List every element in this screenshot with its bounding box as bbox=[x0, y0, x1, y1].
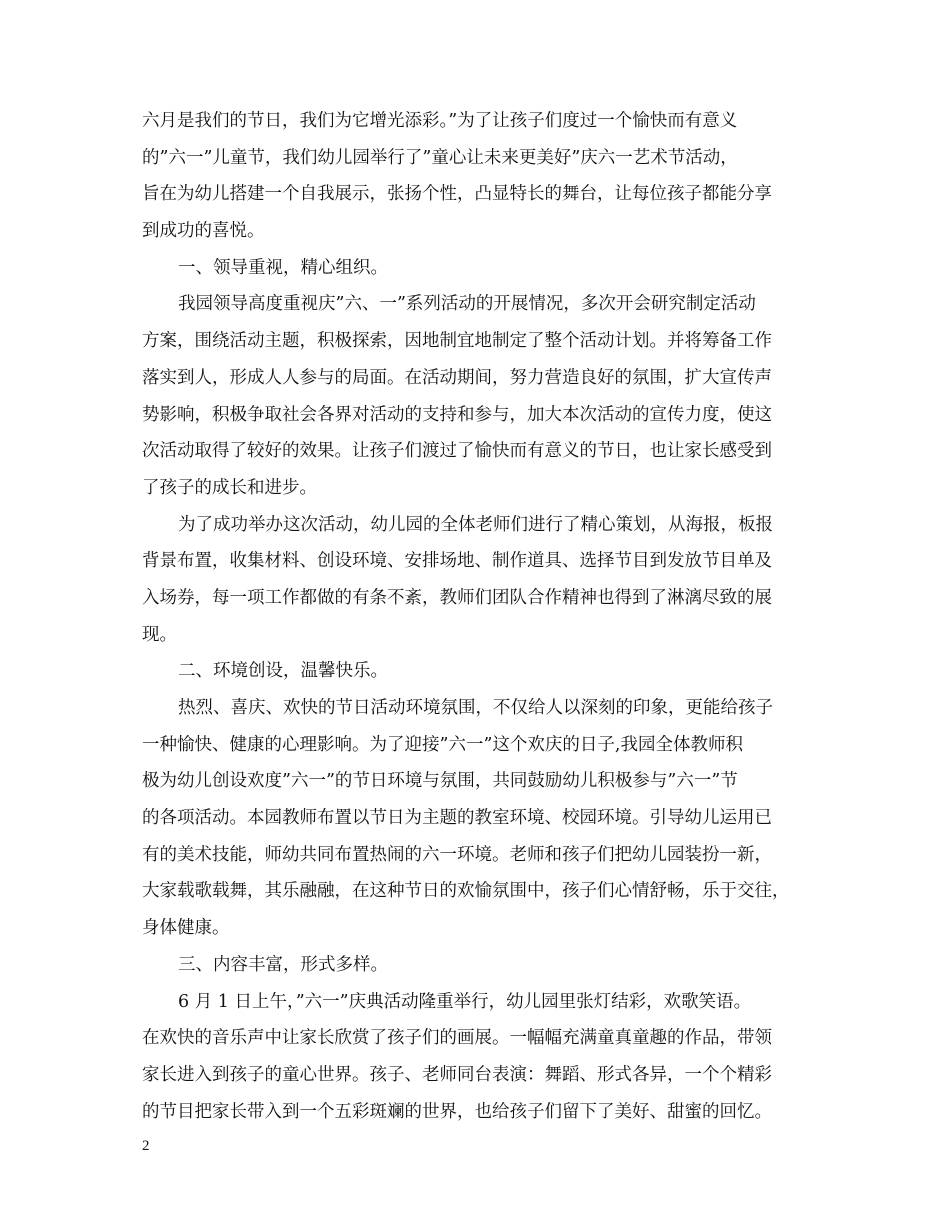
page-number: 2 bbox=[142, 1138, 150, 1154]
text-line: 热烈、喜庆、欢快的节日活动环境氛围，不仅给人以深刻的印象，更能给孩子 bbox=[178, 698, 773, 718]
text-line: 三、内容丰富，形式多样。 bbox=[178, 954, 388, 975]
text-line: 的节目把家长带入到一个五彩斑斓的世界，也给孩子们留下了美好、甜蜜的回忆。 bbox=[142, 1101, 772, 1122]
text-line: 极为幼儿创设欢度”六一”的节日环境与氛围，共同鼓励幼儿积极参与”六一”节 bbox=[142, 771, 738, 792]
text-line: 势影响，积极争取社会各界对活动的支持和参与，加大本次活动的宣传力度，使这 bbox=[142, 404, 772, 425]
text-line: 落实到人，形成人人参与的局面。在活动期间，努力营造良好的氛围，扩大宣传声 bbox=[142, 367, 772, 388]
text-line: 6 月 1 日上午，”六一”庆典活动隆重举行，幼儿园里张灯结彩，欢歌笑语。 bbox=[178, 991, 752, 1012]
text-line: 旨在为幼儿搭建一个自我展示，张扬个性，凸显特长的舞台，让每位孩子都能分享 bbox=[142, 184, 772, 205]
text-line: 背景布置，收集材料、创设环境、安排场地、制作道具、选择节目到发放节目单及 bbox=[142, 551, 772, 572]
text-line: 一、领导重视，精心组织。 bbox=[178, 257, 388, 278]
document-body bbox=[142, 103, 822, 1130]
text-line: 有的美术技能，师幼共同布置热闹的六一环境。老师和孩子们把幼儿园装扮一新， bbox=[142, 844, 772, 865]
text-line: 次活动取得了较好的效果。让孩子们渡过了愉快而有意义的节日，也让家长感受到 bbox=[142, 441, 772, 462]
text-line: 我园领导高度重视庆”六、一”系列活动的开展情况，多次开会研究制定活动 bbox=[178, 294, 756, 315]
text-line: 现。 bbox=[142, 624, 177, 645]
text-line: 的各项活动。本园教师布置以节日为主题的教室环境、校园环境。引导幼儿运用已 bbox=[142, 808, 772, 829]
text-line: 身体健康。 bbox=[142, 918, 230, 939]
text-line: 在欢快的音乐声中让家长欣赏了孩子们的画展。一幅幅充满童真童趣的作品，带领 bbox=[142, 1028, 772, 1049]
text-line: 了孩子的成长和进步。 bbox=[142, 477, 317, 498]
text-line: 六月是我们的节日，我们为它增光添彩。”为了让孩子们度过一个愉快而有意义 bbox=[142, 111, 738, 131]
text-line: 到成功的喜悦。 bbox=[142, 221, 265, 242]
text-line: 二、环境创设，温馨快乐。 bbox=[178, 661, 388, 682]
text-line: 大家载歌载舞，其乐融融，在这种节日的欢愉氛围中，孩子们心情舒畅，乐于交往， bbox=[142, 881, 790, 902]
text-line: 一种愉快、健康的心理影响。为了迎接”六一”这个欢庆的日子,我园全体教师积 bbox=[142, 734, 743, 755]
text-line: 家长进入到孩子的童心世界。孩子、老师同台表演：舞蹈、形式各异，一个个精彩 bbox=[142, 1064, 772, 1085]
text-line: 方案，围绕活动主题，积极探索，因地制宜地制定了整个活动计划。并将筹备工作 bbox=[142, 331, 772, 352]
text-line: 为了成功举办这次活动，幼儿园的全体老师们进行了精心策划，从海报，板报 bbox=[178, 514, 773, 535]
text-line: 的”六一”儿童节，我们幼儿园举行了”童心让未来更美好”庆六一艺术节活动， bbox=[142, 147, 738, 168]
text-line: 入场券，每一项工作都做的有条不紊，教师们团队合作精神也得到了淋漓尽致的展 bbox=[142, 587, 772, 608]
